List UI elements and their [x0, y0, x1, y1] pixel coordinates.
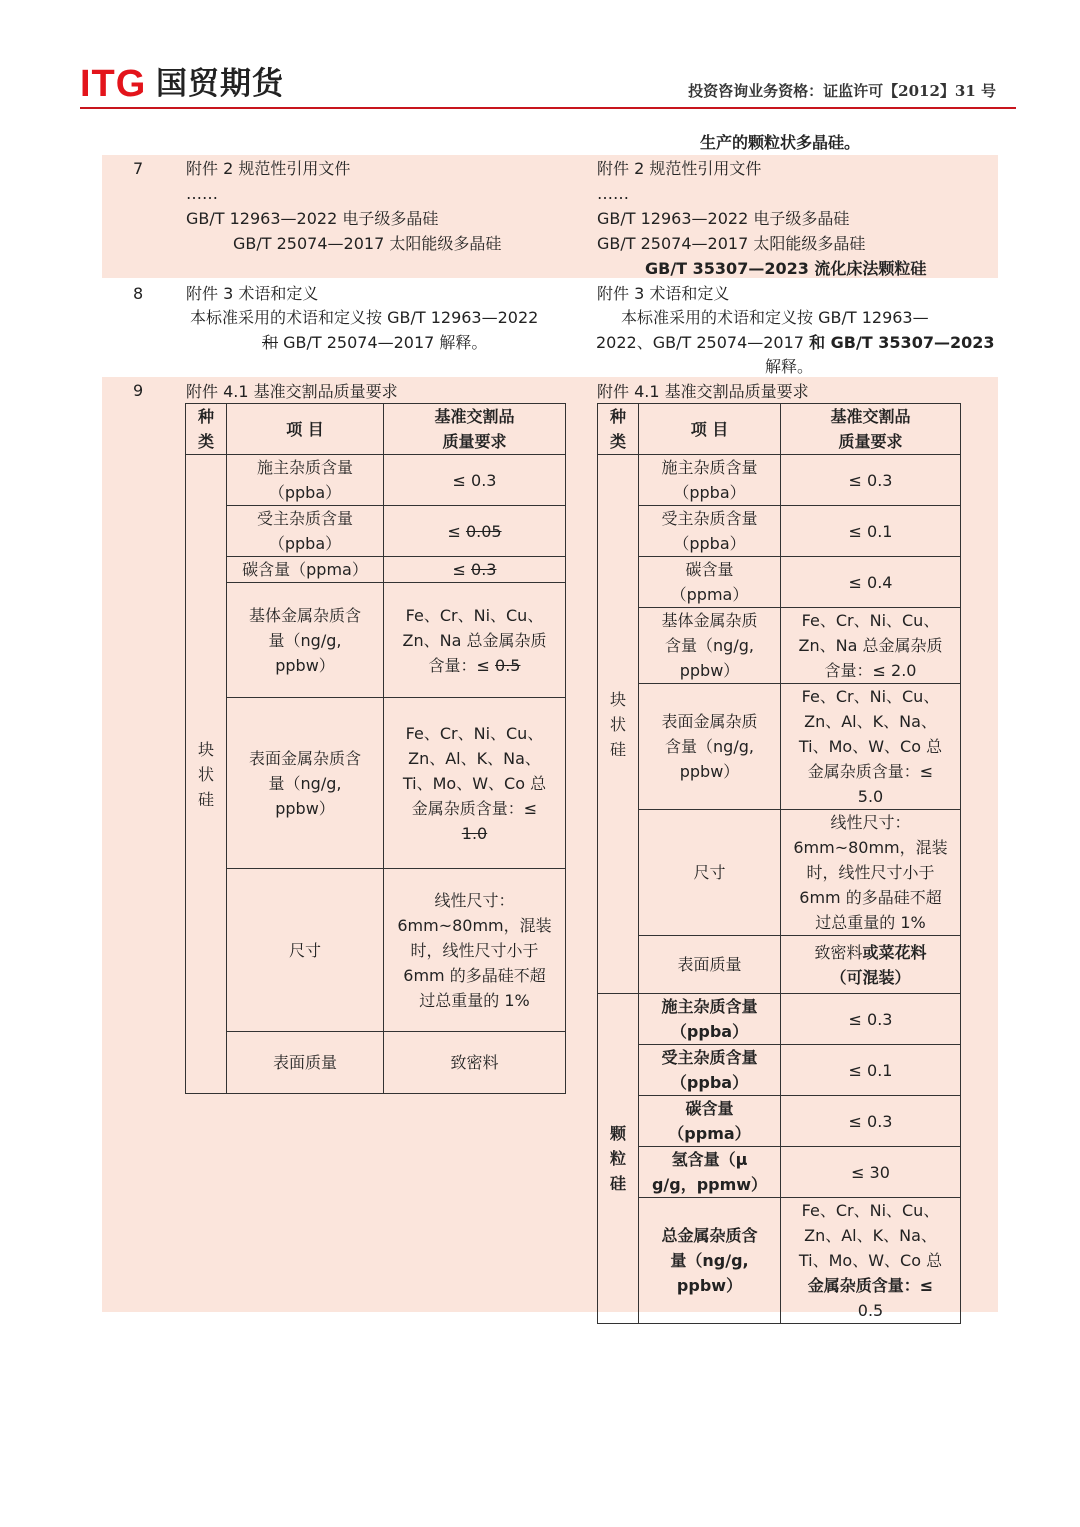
req-line: Fe、Cr、Ni、Cu、 — [405, 605, 544, 625]
item-line: （ppba） — [670, 1073, 749, 1092]
req-donor-impurity: ≤ 0.3 — [781, 455, 961, 506]
row-8-left-line-2-rest: GB/T 25074—2017 解释。 — [278, 333, 488, 352]
req-line: 含量：≤ 2.0 — [824, 661, 917, 680]
req-surface-quality — [781, 936, 961, 994]
category-char: 硅 — [609, 739, 626, 759]
item-bulk-metal — [227, 583, 384, 698]
row-9-right-title: 附件 4.1 基准交割品质量要求 — [597, 382, 809, 401]
req-line: 过总重量的 1% — [419, 990, 530, 1010]
item-line: 含量（ng/g, — [665, 636, 754, 655]
deleted-value: 0.3 — [471, 560, 497, 579]
req-hydrogen-granular: ≤ 30 — [781, 1147, 961, 1198]
row-8-right-line-2b: 和 GB/T 35307—2023 — [809, 333, 995, 352]
item-line: （ppba） — [268, 483, 342, 502]
row-number: 8 — [133, 284, 144, 303]
deleted-text: 和 — [262, 333, 279, 352]
req-line: 过总重量的 1% — [815, 913, 926, 932]
row-7-right-line-5: GB/T 35307—2023 流化床法颗粒硅 — [645, 259, 927, 278]
item-line: 受主杂质含量 — [661, 1048, 758, 1067]
page-header — [80, 60, 1016, 110]
item-line: 量（ng/g, — [268, 773, 342, 793]
right-quality-table — [597, 403, 961, 1324]
row-7-left-line-4: GB/T 25074—2017 太阳能级多晶硅 — [233, 234, 502, 253]
req-line: 时，线性尺寸小于 — [806, 863, 935, 882]
req-bulk-metal — [384, 583, 566, 698]
header-kind — [598, 404, 639, 455]
req-mixable: （可混装） — [830, 967, 911, 987]
req-line: 0.5 — [857, 1301, 884, 1320]
req-line: Fe、Cr、Ni、Cu、 — [801, 687, 940, 706]
category-char: 颗 — [609, 1124, 626, 1143]
item-carbon — [639, 557, 781, 608]
item-donor-impurity — [227, 455, 384, 506]
item-line: （ppba） — [670, 1022, 749, 1041]
continuation-text: 生产的颗粒状多晶硅。 — [700, 133, 861, 152]
category-block-silicon — [598, 455, 639, 994]
header-kind-line: 种 — [197, 407, 214, 426]
header-req-line: 质量要求 — [838, 432, 903, 451]
item-donor-impurity-granular — [639, 994, 781, 1045]
category-char: 硅 — [197, 789, 214, 809]
category-block-silicon — [186, 455, 227, 1094]
req-donor-impurity-granular: ≤ 0.3 — [781, 994, 961, 1045]
item-line: 总金属杂质含 — [661, 1226, 758, 1245]
req-line: Fe、Cr、Ni、Cu、 — [801, 1201, 940, 1220]
req-line: Ti、Mo、W、Co 总 — [798, 1251, 943, 1270]
req-surface-quality: 致密料 — [384, 1032, 566, 1094]
req-line: Zn、Na 总金属杂质 — [402, 630, 547, 650]
req-line: 金属杂质含量：≤ — [807, 1276, 934, 1295]
req-line: 6mm 的多晶硅不超 — [799, 888, 942, 907]
row-7-left-line-3: GB/T 12963—2022 电子级多晶硅 — [186, 209, 439, 228]
row-8-left-line-1: 本标准采用的术语和定义按 GB/T 12963—2022 — [190, 308, 539, 327]
req-surface-metal — [384, 698, 566, 869]
row-7-right-line-1: 附件 2 规范性引用文件 — [597, 159, 762, 178]
item-line: 碳含量 — [685, 560, 734, 579]
req-line: 金属杂质含量：≤ — [807, 762, 934, 781]
item-line: （ppba） — [673, 534, 746, 553]
item-line: ppbw） — [679, 762, 740, 781]
req-line: Ti、Mo、W、Co 总 — [798, 737, 943, 756]
category-char: 状 — [197, 764, 214, 784]
row-8-left-title: 附件 3 术语和定义 — [186, 284, 319, 303]
item-line: （ppba） — [673, 483, 746, 502]
req-line: Zn、Na 总金属杂质 — [798, 636, 943, 655]
req-line: 5.0 — [857, 787, 884, 806]
req-prefix: ≤ — [452, 560, 472, 579]
item-size: 尺寸 — [639, 810, 781, 936]
row-number: 7 — [133, 159, 144, 178]
req-size — [781, 810, 961, 936]
row-number: 9 — [133, 381, 144, 400]
req-line: 6mm 的多晶硅不超 — [403, 965, 546, 985]
header-requirement — [781, 404, 961, 455]
req-line — [388, 653, 561, 678]
license-text: 投资咨询业务资格：证监许可【2012】31 号 — [688, 82, 996, 100]
header-item: 项 目 — [639, 404, 781, 455]
req-dense: 致密料 — [814, 942, 863, 962]
req-acceptor-impurity-granular: ≤ 0.1 — [781, 1045, 961, 1096]
item-line: 受主杂质含量 — [661, 509, 758, 528]
req-line: Zn、Al、K、Na、 — [804, 712, 937, 731]
item-line: （ppba） — [268, 534, 342, 553]
item-bulk-metal — [639, 608, 781, 684]
item-line: 基体金属杂质 — [661, 611, 758, 630]
item-acceptor-impurity — [227, 506, 384, 557]
row-8-right-line-2 — [596, 330, 995, 355]
req-carbon: ≤ 0.4 — [781, 557, 961, 608]
item-line: （ppma） — [668, 1124, 751, 1143]
header-kind — [186, 404, 227, 455]
req-prefix: ≤ — [447, 521, 466, 541]
req-line: Zn、Al、K、Na、 — [408, 748, 541, 768]
req-acceptor-impurity: ≤ 0.1 — [781, 506, 961, 557]
row-8-right-title: 附件 3 术语和定义 — [597, 284, 730, 303]
req-surface-metal — [781, 684, 961, 810]
req-line: 时，线性尺寸小于 — [410, 940, 539, 960]
category-char: 状 — [609, 714, 626, 734]
item-surface-quality: 表面质量 — [227, 1032, 384, 1094]
category-granular-silicon — [598, 994, 639, 1324]
item-line: 表面金属杂质 — [661, 712, 758, 731]
item-line: 量（ng/g, — [670, 1251, 749, 1270]
row-7-right-line-4: GB/T 25074—2017 太阳能级多晶硅 — [597, 234, 866, 253]
item-line: 受主杂质含量 — [256, 509, 353, 528]
req-line: 线性尺寸： — [830, 813, 911, 832]
req-prefix: 含量：≤ — [428, 655, 496, 675]
row-9-left-title: 附件 4.1 基准交割品质量要求 — [186, 382, 398, 401]
item-line: ppbw） — [676, 1276, 743, 1295]
req-acceptor-impurity — [384, 506, 566, 557]
logo-chinese-name: 国贸期货 — [156, 66, 284, 102]
item-line: ppbw） — [275, 655, 335, 675]
row-7-left-line-2: …… — [186, 184, 218, 203]
req-cauliflower: 或菜花料 — [862, 942, 927, 962]
item-line: 碳含量 — [685, 1099, 734, 1118]
item-line: g/g，ppmw） — [651, 1175, 768, 1194]
item-line: 含量（ng/g, — [665, 737, 754, 756]
req-line: Fe、Cr、Ni、Cu、 — [801, 611, 940, 630]
req-line: Fe、Cr、Ni、Cu、 — [405, 723, 544, 743]
header-kind-line: 种 — [609, 407, 626, 426]
row-7-left-line-1: 附件 2 规范性引用文件 — [186, 159, 351, 178]
item-surface-metal — [639, 684, 781, 810]
row-8-right-line-2a: 2022、GB/T 25074—2017 — [596, 333, 810, 352]
req-line: 6mm~80mm，混装 — [397, 915, 552, 935]
header-req-line: 基准交割品 — [434, 407, 515, 426]
logo-itg: ITG — [80, 63, 147, 105]
header-req-line: 质量要求 — [442, 432, 507, 451]
req-line: 线性尺寸： — [434, 890, 515, 910]
category-char: 块 — [609, 689, 626, 709]
header-requirement — [384, 404, 566, 455]
item-surface-metal — [227, 698, 384, 869]
req-carbon-granular: ≤ 0.3 — [781, 1096, 961, 1147]
req-line: Zn、Al、K、Na、 — [804, 1226, 937, 1245]
category-char: 块 — [197, 739, 214, 759]
item-total-metal-granular — [639, 1198, 781, 1324]
header-divider — [80, 107, 1016, 109]
item-line: 氢含量（μ — [671, 1150, 748, 1169]
header-kind-line: 类 — [609, 432, 626, 451]
header-req-line: 基准交割品 — [830, 407, 911, 426]
req-line: Ti、Mo、W、Co 总 — [402, 773, 547, 793]
item-donor-impurity — [639, 455, 781, 506]
item-line: 施主杂质含量 — [256, 458, 353, 477]
category-char: 粒 — [609, 1149, 626, 1168]
row-7-right-line-3: GB/T 12963—2022 电子级多晶硅 — [597, 209, 850, 228]
deleted-value: 0.05 — [465, 521, 502, 541]
req-donor-impurity: ≤ 0.3 — [384, 455, 566, 506]
item-line: 施主杂质含量 — [661, 997, 758, 1016]
item-line: ppbw） — [275, 798, 335, 818]
row-7-right-line-2: …… — [597, 184, 629, 203]
left-quality-table — [185, 403, 566, 1094]
item-line: 量（ng/g, — [268, 630, 342, 650]
item-carbon-granular — [639, 1096, 781, 1147]
req-size — [384, 869, 566, 1032]
item-acceptor-impurity-granular — [639, 1045, 781, 1096]
row-8-left-line-2 — [262, 330, 487, 355]
req-total-metal-granular — [781, 1198, 961, 1324]
category-char: 硅 — [609, 1174, 626, 1193]
deleted-value: 0.5 — [495, 655, 521, 675]
item-line: 施主杂质含量 — [661, 458, 758, 477]
header-item: 项 目 — [227, 404, 384, 455]
item-hydrogen-granular — [639, 1147, 781, 1198]
row-8-right-line-3: 解释。 — [765, 357, 814, 376]
row-8-right-line-1: 本标准采用的术语和定义按 GB/T 12963— — [621, 308, 929, 327]
item-carbon: 碳含量（ppma） — [227, 557, 384, 583]
item-size: 尺寸 — [227, 869, 384, 1032]
item-line: 表面金属杂质含 — [248, 748, 361, 768]
item-acceptor-impurity — [639, 506, 781, 557]
item-line: 基体金属杂质含 — [248, 605, 361, 625]
req-line: 金属杂质含量：≤ — [411, 798, 538, 818]
deleted-value: 1.0 — [461, 823, 488, 843]
req-carbon — [384, 557, 566, 583]
item-line: （ppma） — [670, 585, 749, 604]
req-line — [785, 940, 956, 965]
item-line: ppbw） — [679, 661, 740, 680]
item-surface-quality: 表面质量 — [639, 936, 781, 994]
req-line: 6mm~80mm，混装 — [793, 838, 948, 857]
req-bulk-metal — [781, 608, 961, 684]
header-kind-line: 类 — [197, 432, 214, 451]
